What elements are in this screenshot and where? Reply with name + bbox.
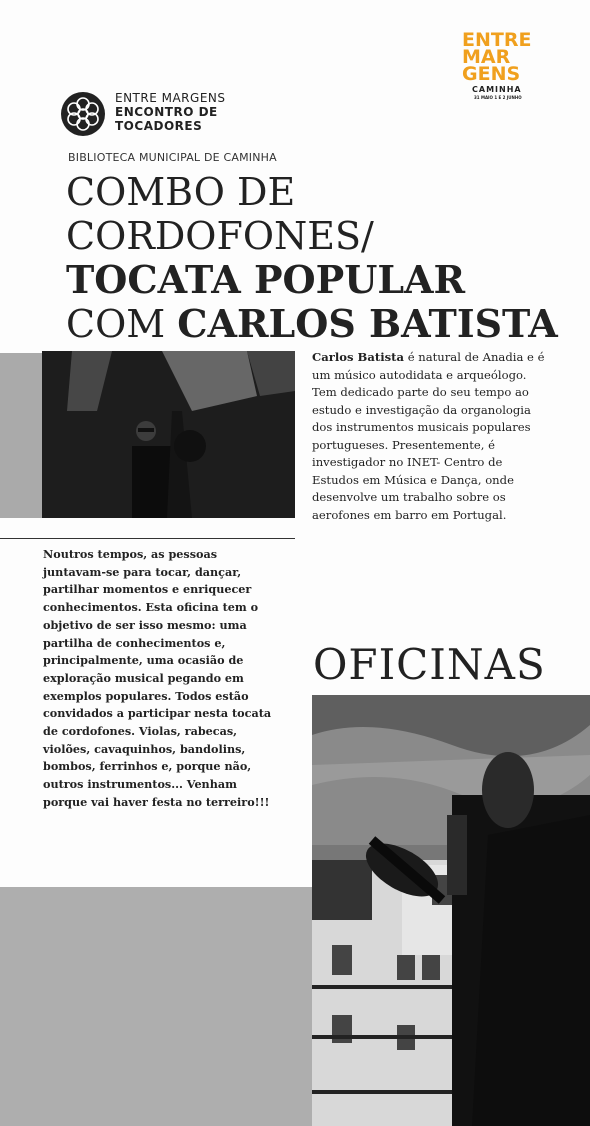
rosette-icon xyxy=(60,91,106,137)
badge-line-2: ENCONTRO DE xyxy=(115,105,218,119)
entre-margens-logo xyxy=(462,29,552,100)
section-heading: OFICINAS xyxy=(313,640,546,689)
bio-name: Carlos Batista xyxy=(312,350,405,364)
festival-badge xyxy=(115,91,226,133)
bio-text: é natural de Anadia e é um músico autodidata e arqueólogo. Tem dedicado parte do seu tempo ao estudo e investigação da organologia dos instrumentos musicais populares portugueses. Presentemente, é investigador no INET- Centro de Estudos em Música e Dança, onde desenvolve um trabalho sobre os aerofones em barro em Portugal. xyxy=(312,350,545,522)
workshop-description: Noutros tempos, as pessoas juntavam-se para tocar, dançar, partilhar momentos e enriquecer conhecimentos. Esta oficina tem o objetivo de ser isso mesmo: uma partilha de conhecimentos e, principalmente, uma ocasião de exploração musical pegando em exemplos populares. Todos estão convidados a participar nesta tocata de cordofones. Violas, rabecas, violões, cavaquinhos, bandolins, bombos, ferrinhos e, porque não, outros instrumentos... Venham porque vai haver festa no terreiro!!! xyxy=(43,547,272,809)
title-prefix: COM xyxy=(66,302,178,346)
logo-dates: 31 MAIO 1 E 2 JUNHO xyxy=(474,95,522,100)
grey-band-left xyxy=(0,353,42,518)
grey-band-bottom xyxy=(0,887,312,1126)
logo-town: CAMINHA xyxy=(472,85,522,94)
title-line-3: TOCATA POPULAR xyxy=(66,257,466,302)
badge-line-1: ENTRE MARGENS xyxy=(115,91,226,105)
performer-bio xyxy=(312,349,552,524)
title-line-2: CORDOFONES/ xyxy=(66,214,374,258)
divider-line xyxy=(0,538,295,539)
logo-line-1: ENTRE xyxy=(462,29,532,51)
badge-line-3: TOCADORES xyxy=(115,119,203,133)
title-line-4 xyxy=(66,302,558,346)
page-title xyxy=(66,170,558,346)
venue-label: BIBLIOTECA MUNICIPAL DE CAMINHA xyxy=(68,151,277,164)
logo-line-2: MAR xyxy=(462,46,511,68)
title-performer: CARLOS BATISTA xyxy=(177,301,558,346)
title-line-1: COMBO DE xyxy=(66,170,296,214)
performer-photo xyxy=(42,351,295,518)
logo-line-3: GENS xyxy=(462,63,521,85)
workshop-photo xyxy=(312,695,590,1126)
